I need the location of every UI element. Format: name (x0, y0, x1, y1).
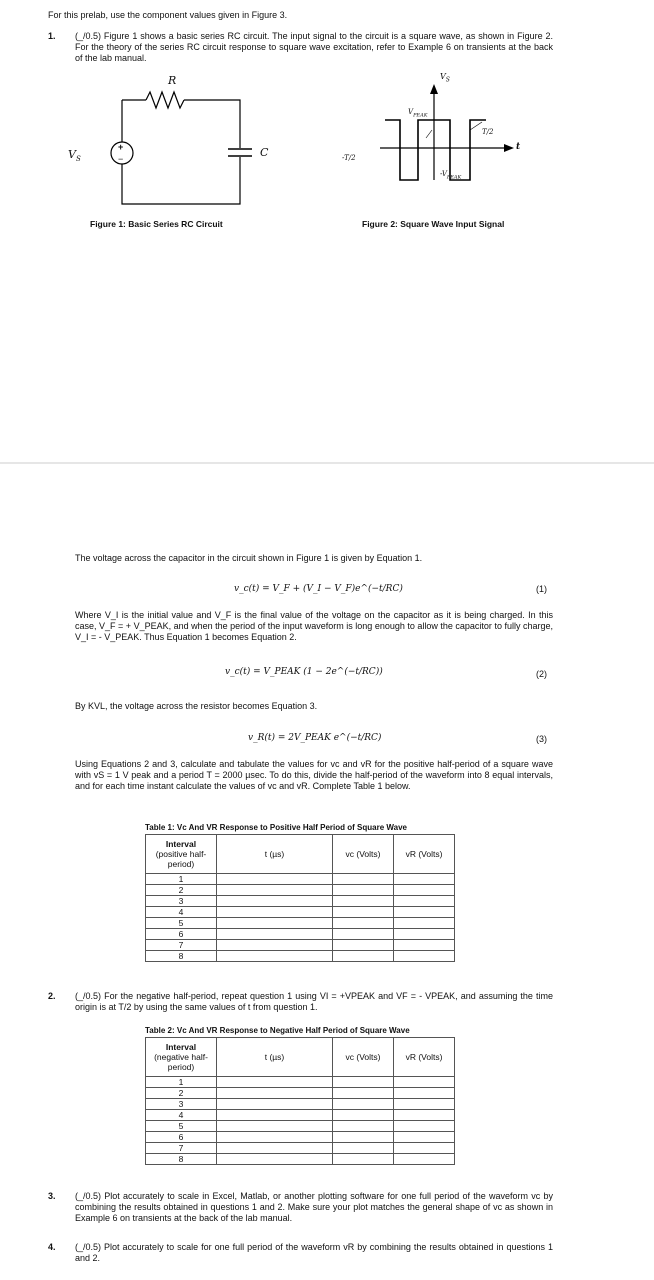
t2-h-line-1: Interval (165, 1042, 197, 1052)
t2-row-7-t[interactable] (217, 1143, 333, 1154)
eq-intro-text: The voltage across the capacitor in the circuit shown in Figure 1 is given by Equation 1. (75, 553, 423, 563)
t2-row-7-vr[interactable] (394, 1143, 455, 1154)
t2-row-6-vc[interactable] (333, 1132, 394, 1143)
t1-row-7-t[interactable] (217, 940, 333, 951)
t1-row-7-vr[interactable] (394, 940, 455, 951)
vs-axis-v: V (440, 72, 446, 81)
t1-row-3-interval: 3 (146, 896, 217, 907)
table-1-header-row (146, 835, 455, 874)
t1-h-line-3: period) (167, 859, 195, 869)
table-row (146, 874, 455, 885)
q4-text: (_/0.5) Plot accurately to scale for one full period of the waveform vR by combining the results obtained in questions 1 and 2. (75, 1242, 553, 1263)
page-break-divider (0, 462, 654, 464)
figure-1 (68, 70, 290, 230)
t1-row-1-interval: 1 (146, 874, 217, 885)
t2-row-7-vc[interactable] (333, 1143, 394, 1154)
t1-row-4-t[interactable] (217, 907, 333, 918)
neg-vpeak-sub: PEAK (446, 174, 462, 181)
table-1-header-interval (146, 835, 217, 874)
t1-row-2-t[interactable] (217, 885, 333, 896)
t2-row-8-vr[interactable] (394, 1154, 455, 1165)
t1-row-6-t[interactable] (217, 929, 333, 940)
t1-row-6-vc[interactable] (333, 929, 394, 940)
t2-row-1-vc[interactable] (333, 1077, 394, 1088)
q3-text: (_/0.5) Plot accurately to scale in Excel, Matlab, or another plotting software for one full period of the waveform vc by combining the results obtained in questions 1 and 2. Make sure your plot matches the general shape of vc as shown in Example 6 on transients at the back of the lab manual. (75, 1191, 553, 1223)
t2-row-1-t[interactable] (217, 1077, 333, 1088)
vpeak-v: V (408, 108, 414, 116)
table-row (146, 1088, 455, 1099)
t1-row-2-vc[interactable] (333, 885, 394, 896)
table-1 (145, 834, 455, 962)
q1-number: 1. (48, 31, 56, 41)
t1-h-line-2: (positive half- (155, 849, 207, 859)
q4-number: 4. (48, 1242, 56, 1252)
neg-vpeak-label (440, 170, 461, 180)
table-row (146, 1143, 455, 1154)
table-2-header-t: t (µs) (217, 1038, 333, 1077)
equation-1-number: (1) (536, 584, 547, 594)
table-row (146, 1121, 455, 1132)
table-1-header-vc: vc (Volts) (333, 835, 394, 874)
q3-number: 3. (48, 1191, 56, 1201)
t2-row-2-interval: 2 (146, 1088, 217, 1099)
t2-row-8-vc[interactable] (333, 1154, 394, 1165)
table-row (146, 1099, 455, 1110)
t1-row-3-vr[interactable] (394, 896, 455, 907)
source-minus: − (118, 154, 124, 164)
table-row (146, 1132, 455, 1143)
t1-row-7-vc[interactable] (333, 940, 394, 951)
t-axis-label: t (516, 142, 521, 152)
neg-t2-label: -T/2 (342, 154, 356, 162)
intro-text: For this prelab, use the component values given in Figure 3. (48, 10, 288, 20)
table-row (146, 907, 455, 918)
capacitor-explanation: Where V_I is the initial value and V_F is the final value of the voltage on the capacitor as it is being charged. In this case, V_F = + V_PEAK, and when the period of the input waveform is long enough to allow the capacitor to fully charge, V_I = - V_PEAK. Thus Equation 1 becomes Equation 2. (75, 610, 553, 642)
t2-row-4-t[interactable] (217, 1110, 333, 1121)
table-1-title: Table 1: Vc And VR Response to Positive Half Period of Square Wave (145, 823, 407, 832)
t1-row-4-interval: 4 (146, 907, 217, 918)
vpeak-sub: PEAK (413, 112, 428, 119)
t1-row-8-t[interactable] (217, 951, 333, 962)
t2-row-4-vc[interactable] (333, 1110, 394, 1121)
equation-2: v_c(t) = V_PEAK (1 − 2e^(−t/RC)) (225, 667, 383, 677)
t1-row-1-vr[interactable] (394, 874, 455, 885)
t2-row-3-vc[interactable] (333, 1099, 394, 1110)
table-row (146, 896, 455, 907)
square-wave-trace (385, 120, 486, 180)
t1-row-7-interval: 7 (146, 940, 217, 951)
table-row (146, 929, 455, 940)
figure-2 (330, 70, 530, 200)
t1-row-1-t[interactable] (217, 874, 333, 885)
square-wave-diagram (330, 70, 530, 200)
t2-row-4-vr[interactable] (394, 1110, 455, 1121)
table-row (146, 951, 455, 962)
t1-row-5-vr[interactable] (394, 918, 455, 929)
t1-row-8-interval: 8 (146, 951, 217, 962)
t1-row-1-vc[interactable] (333, 874, 394, 885)
table-row (146, 940, 455, 951)
table1-instructions: Using Equations 2 and 3, calculate and tabulate the values for vc and vR for the positive half-period of a square wave with vS = 1 V peak and a period T = 2000 µsec. To do this, divide the half-period of the waveform into 8 equal intervals, and for each time instant calculate the values of vc and vR. Complete Table 1 below. (75, 759, 553, 791)
t2-row-5-vc[interactable] (333, 1121, 394, 1132)
t1-row-4-vr[interactable] (394, 907, 455, 918)
figure-1-caption: Figure 1: Basic Series RC Circuit (90, 219, 223, 229)
table-2-header-row (146, 1038, 455, 1077)
figure-2-caption: Figure 2: Square Wave Input Signal (362, 219, 505, 229)
x-axis-arrow (504, 144, 514, 152)
source-label (68, 148, 81, 163)
t2-row-2-t[interactable] (217, 1088, 333, 1099)
t2-row-3-vr[interactable] (394, 1099, 455, 1110)
vpeak-label (408, 108, 427, 118)
t2-row-8-t[interactable] (217, 1154, 333, 1165)
t1-h-line-1: Interval (165, 839, 197, 849)
t2-row-5-interval: 5 (146, 1121, 217, 1132)
t2-row-6-t[interactable] (217, 1132, 333, 1143)
t1-row-5-interval: 5 (146, 918, 217, 929)
kvl-text: By KVL, the voltage across the resistor becomes Equation 3. (75, 701, 318, 711)
table-row (146, 918, 455, 929)
t2-row-6-vr[interactable] (394, 1132, 455, 1143)
q2-number: 2. (48, 991, 56, 1001)
t2-row-1-vr[interactable] (394, 1077, 455, 1088)
t1-row-8-vr[interactable] (394, 951, 455, 962)
capacitor-label: C (260, 146, 269, 159)
source-label-sub: S (75, 155, 81, 164)
t2-label: T/2 (482, 128, 494, 136)
equation-3-number: (3) (536, 734, 547, 744)
q1-text: (_/0.5) Figure 1 shows a basic series RC circuit. The input signal to the circuit is a square wave, as shown in Figure 2. For the theory of the series RC circuit response to square wave excitation, refer to Example 6 on transients at the back of the lab manual. (75, 31, 553, 63)
t2-row-5-t[interactable] (217, 1121, 333, 1132)
equation-3: v_R(t) = 2V_PEAK e^(−t/RC) (248, 733, 382, 743)
vs-axis-label (440, 72, 450, 84)
resistor-symbol (146, 92, 184, 108)
t2-row-3-interval: 3 (146, 1099, 217, 1110)
t2-row-7-interval: 7 (146, 1143, 217, 1154)
t1-row-4-vc[interactable] (333, 907, 394, 918)
t1-row-2-interval: 2 (146, 885, 217, 896)
table-2-title: Table 2: Vc And VR Response to Negative Half Period of Square Wave (145, 1026, 410, 1035)
t2-h-line-3: period) (167, 1062, 195, 1072)
t1-row-5-t[interactable] (217, 918, 333, 929)
source-plus: + (118, 142, 124, 152)
t2-row-5-vr[interactable] (394, 1121, 455, 1132)
t2-row-6-interval: 6 (146, 1132, 217, 1143)
equation-2-number: (2) (536, 669, 547, 679)
table-row (146, 1110, 455, 1121)
y-axis-arrow (430, 84, 438, 94)
table-row (146, 1077, 455, 1088)
vs-axis-sub: S (445, 76, 450, 84)
table-2-header-vc: vc (Volts) (333, 1038, 394, 1077)
table-2-header-vr: vR (Volts) (394, 1038, 455, 1077)
t1-row-5-vc[interactable] (333, 918, 394, 929)
table-1-header-vr: vR (Volts) (394, 835, 455, 874)
table-2 (145, 1037, 455, 1165)
table-1-header-t: t (µs) (217, 835, 333, 874)
resistor-label: R (168, 74, 177, 87)
t1-row-8-vc[interactable] (333, 951, 394, 962)
t2-h-line-2: (negative half- (154, 1052, 208, 1062)
table-2-header-interval (146, 1038, 217, 1077)
neg-vpeak-v: -V (440, 170, 447, 178)
t1-row-3-vc[interactable] (333, 896, 394, 907)
t2-row-2-vr[interactable] (394, 1088, 455, 1099)
t2-row-4-interval: 4 (146, 1110, 217, 1121)
table-row (146, 885, 455, 896)
t1-row-2-vr[interactable] (394, 885, 455, 896)
t2-row-2-vc[interactable] (333, 1088, 394, 1099)
source-label-v: V (68, 148, 76, 161)
t1-row-6-interval: 6 (146, 929, 217, 940)
t1-row-6-vr[interactable] (394, 929, 455, 940)
equation-1: v_c(t) = V_F + (V_I − V_F)e^(−t/RC) (234, 584, 403, 594)
table-row (146, 1154, 455, 1165)
t2-row-8-interval: 8 (146, 1154, 217, 1165)
q2-text: (_/0.5) For the negative half-period, repeat question 1 using VI = +VPEAK and VF = - VPEAK, and assuming the time origin is at T/2 by using the same values of t from question 1. (75, 991, 553, 1012)
t2-row-3-t[interactable] (217, 1099, 333, 1110)
t2-row-1-interval: 1 (146, 1077, 217, 1088)
t1-row-3-t[interactable] (217, 896, 333, 907)
